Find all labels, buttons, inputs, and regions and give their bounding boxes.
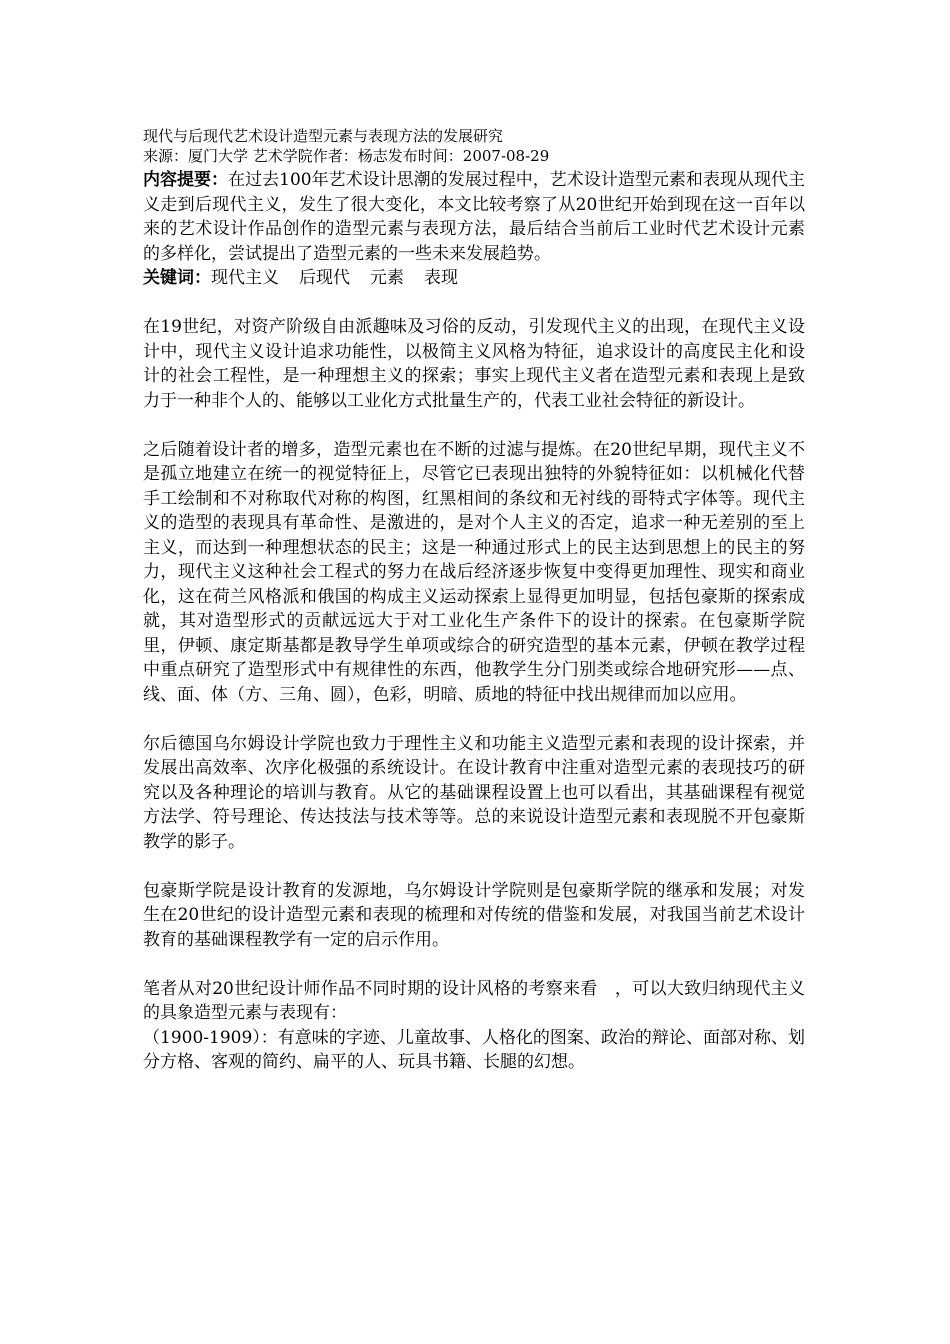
document-page [143, 126, 805, 1075]
paragraph-6: （1900-1909）：有意味的字迹、儿童故事、人格化的图案、政治的辩论、面部对称、划分方格、客观的简约、扁平的人、玩具书籍、长腿的幻想。 [143, 1027, 805, 1072]
paragraph-spacer [143, 413, 805, 438]
paragraph-spacer [143, 291, 805, 316]
abstract-text: 在过去100年艺术设计思潮的发展过程中，艺术设计造型元素和表现从现代主义走到后现代主义，发生了很大变化，本文比较考察了从20世纪开始到现在这一百年以来的艺术设计作品创作的造型元素与表现方法，最后结合当前后工业时代艺术设计元素的多样化，尝试提出了造型元素的一些未来发展趋势。 [143, 170, 805, 264]
keyword: 元素 [370, 268, 404, 288]
abstract [143, 168, 805, 266]
article-meta: 来源：厦门大学 艺术学院作者：杨志发布时间：2007-08-29 [143, 147, 550, 165]
keyword: 现代主义 [211, 268, 279, 288]
keyword: 后现代 [299, 268, 350, 288]
keywords-label: 关键词： [143, 268, 211, 288]
keywords [143, 266, 805, 291]
paragraph-2: 之后随着设计者的增多，造型元素也在不断的过滤与提炼。在20世纪早期，现代主义不是孤立地建立在统一的视觉特征上，尽管它已表现出独特的外貌特征如：以机械化代替手工绘制和不对称取代对称的构图，红黑相间的条纹和无衬线的哥特式字体等。现代主义的造型的表现具有革命性、是激进的，是对个人主义的否定，追求一种无差别的至上主义，而达到一种理想状态的民主；这是一种通过形式上的民主达到思想上的民主的努力，现代主义这种社会工程式的努力在战后经济逐步恢复中变得更加理性、现实和商业化，这在荷兰风格派和俄国的构成主义运动探索上显得更加明显，包括包豪斯的探索成就，其对造型形式的贡献远远大于对工业化生产条件下的设计的探索。在包豪斯学院里，伊顿、康定斯基都是教导学生单项或综合的研究造型的基本元素，伊顿在教学过程中重点研究了造型形式中有规律性的东西，他教学生分门别类或综合地研究形——点、线、面、体（方、三角、圆），色彩，明暗、质地的特征中找出规律而加以应用。 [143, 439, 805, 705]
paragraph-spacer [143, 854, 805, 879]
article-title: 现代与后现代艺术设计造型元素与表现方法的发展研究 [143, 127, 504, 145]
abstract-label: 内容提要： [143, 170, 229, 190]
keyword: 表现 [424, 268, 458, 288]
paragraph-3: 尔后德国乌尔姆设计学院也致力于理性主义和功能主义造型元素和表现的设计探索，并发展出高效率、次序化极强的系统设计。在设计教育中注重对造型元素的表现技巧的研究以及各种理论的培训与教育。从它的基础课程设置上也可以看出，其基础课程有视觉方法学、符号理论、传达技法与技术等等。总的来说设计造型元素和表现脱不开包豪斯教学的影子。 [143, 733, 805, 852]
paragraph-1: 在19世纪，对资产阶级自由派趣味及习俗的反动，引发现代主义的出现，在现代主义设计中，现代主义设计追求功能性，以极简主义风格为特征，追求设计的高度民主化和设计的社会工程性，是一种理想主义的探索；事实上现代主义者在造型元素和表现上是致力于一种非个人的、能够以工业化方式批量生产的，代表工业社会特征的新设计。 [143, 317, 805, 411]
paragraph-spacer [143, 707, 805, 732]
paragraph-4: 包豪斯学院是设计教育的发源地，乌尔姆设计学院则是包豪斯学院的继承和发展；对发生在20世纪的设计造型元素和表现的梳理和对传统的借鉴和发展，对我国当前艺术设计教育的基础课程教学有一定的启示作用。 [143, 880, 805, 950]
paragraph-spacer [143, 952, 805, 977]
paragraph-5: 笔者从对20世纪设计师作品不同时期的设计风格的考察来看 ，可以大致归纳现代主义的具象造型元素与表现有： [143, 978, 805, 1023]
